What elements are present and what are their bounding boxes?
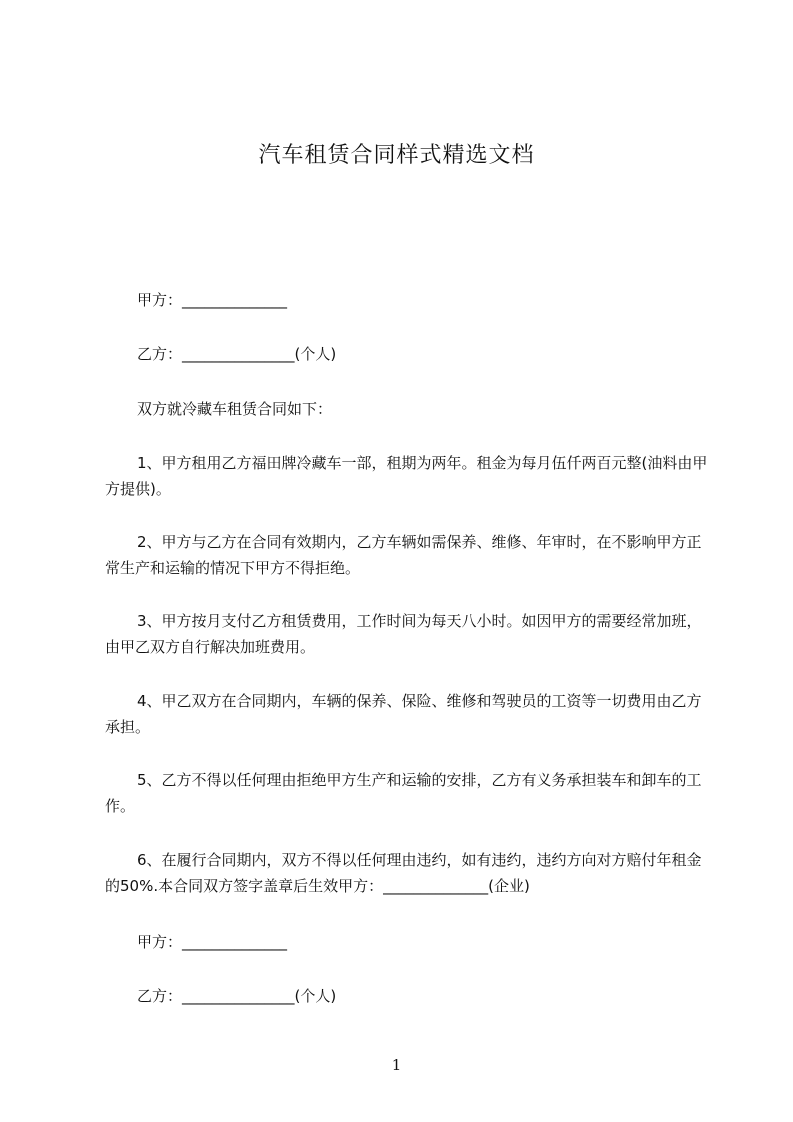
party-b-blank: _______________ [182, 345, 295, 363]
party-a-label: 甲方： [137, 291, 183, 309]
clause-3: 3、甲方按月支付乙方租赁费用，工作时间为每天八小时。如因甲方的需要经常加班，由甲乙双方自行解决加班费用。 [105, 612, 702, 656]
party-a-label: 甲方： [137, 933, 183, 951]
clause-6: 6、在履行合同期内，双方不得以任何理由违约，如有违约，违约方向对方赔付年租金的50%.本合同双方签字盖章后生效甲方：______________(企业) [105, 851, 702, 895]
party-a-signature-top [137, 287, 287, 313]
clause-5: 5、乙方不得以任何理由拒绝甲方生产和运输的安排，乙方有义务承担装车和卸车的工作。 [105, 771, 702, 815]
clause-1: 1、甲方租用乙方福田牌冷藏车一部，租期为两年。租金为每月伍仟两百元整(油料由甲方提供)。 [105, 454, 708, 498]
page-number: 1 [391, 1056, 402, 1074]
party-a-signature-bottom [137, 929, 287, 955]
clause-2: 2、甲方与乙方在合同有效期内，乙方车辆如需保养、维修、年审时，在不影响甲方正常生产和运输的情况下甲方不得拒绝。 [105, 533, 702, 577]
party-b-signature-top [137, 341, 336, 367]
party-b-label: 乙方： [137, 345, 183, 363]
intro-paragraph: 双方就冷藏车租赁合同如下： [137, 400, 333, 418]
party-b-blank: _______________ [182, 987, 295, 1005]
party-a-blank: ______________ [182, 291, 288, 309]
party-a-blank: ______________ [182, 933, 288, 951]
party-b-signature-bottom [137, 983, 336, 1009]
party-b-label: 乙方： [137, 987, 183, 1005]
clause-4: 4、甲乙双方在合同期内，车辆的保养、保险、维修和驾驶员的工资等一切费用由乙方承担。 [105, 692, 702, 736]
party-b-suffix: (个人) [294, 987, 337, 1005]
party-b-suffix: (个人) [294, 345, 337, 363]
document-title: 汽车租赁合同样式精选文档 [258, 143, 535, 168]
